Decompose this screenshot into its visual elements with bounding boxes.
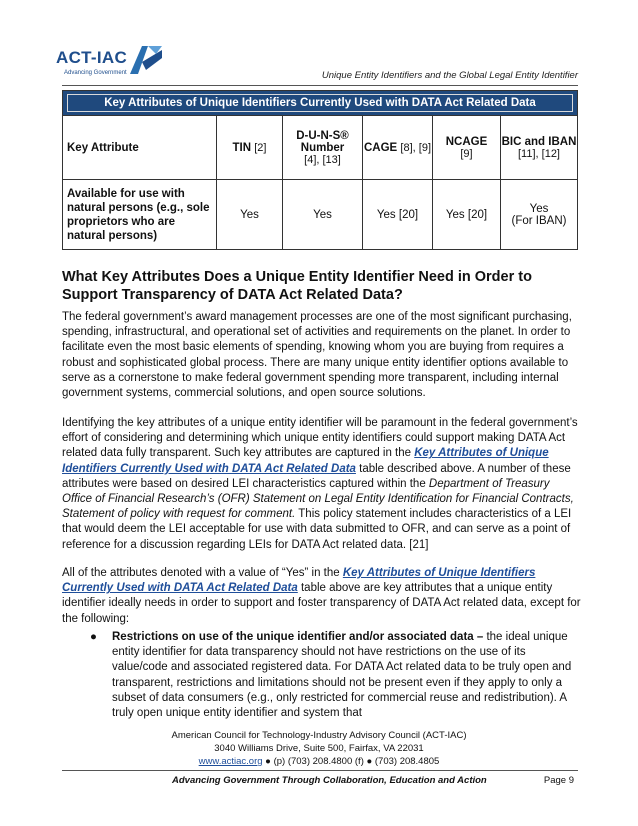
header-bic-iban: BIC and IBAN [11], [12]: [501, 116, 578, 180]
table-caption-cell: [63, 91, 578, 116]
section-heading: What Key Attributes Does a Unique Entity Identifier Need in Order to Support Transparency of DATA Act Related Data?: [62, 269, 532, 303]
header-cage: CAGE [8], [9]: [363, 116, 433, 180]
logo-mark-icon: [128, 42, 164, 76]
table-caption: Key Attributes of Unique Identifiers Currently Used with DATA Act Related Data: [67, 94, 573, 112]
bullet-heading: Restrictions on use of the unique identifier and/or associated data –: [112, 631, 484, 643]
header-key-attribute: Key Attribute: [63, 116, 217, 180]
footer-contact: www.actiac.org ● (p) (703) 208.4800 (f) ● (703) 208.4805: [198, 756, 440, 767]
cell-cage: Yes [20]: [363, 180, 433, 250]
header-ncage: NCAGE [9]: [433, 116, 501, 180]
table-row: [63, 180, 578, 250]
website-link[interactable]: www.actiac.org: [198, 756, 263, 767]
page-number: Page 9: [543, 775, 574, 786]
bullet-restrictions: ● Restrictions on use of the unique identifier and/or associated data – the ideal unique entity identifier for data transparency should not have restrictions on the use of its value/code and associated registered data. For DATA Act related data to be truly open and transparent, restrictions and limitations should not be present even if they apply to only a subset of data consumers (e.g., only restricted for commercial reuse and redistribution). A truly open unique entity identifier and system that: [90, 631, 572, 720]
header-rule: [62, 85, 578, 86]
key-attributes-table: [62, 90, 578, 250]
footer-org: American Council for Technology-Industry Advisory Council (ACT-IAC): [171, 730, 467, 741]
table-reference-link[interactable]: Key Attributes of Unique Identifiers Currently Used with DATA Act Related Data: [62, 447, 549, 475]
cell-tin: Yes: [217, 180, 283, 250]
paragraph-1: The federal government’s award management processes are one of the most significant purchasing, spending, infrastructural, and operational set of activities and requirements on the planet. In order to facilitate even the most basic elements of spending, knowing whom you are buying from requires a robust and sophisticated global process. There are many unique entity identifier options available to serve as a cornerstone to make federal government spending more transparent, including internal government systems, commercial solutions, and open source solutions.: [62, 311, 572, 400]
header-duns: D-U-N-S® Number [4], [13]: [283, 116, 363, 180]
table-header-row: [63, 116, 578, 180]
footer-address: 3040 Williams Drive, Suite 500, Fairfax, VA 22031: [214, 743, 424, 754]
bullet-icon: ●: [90, 631, 97, 643]
ofr-statement-title: Department of Treasury Office of Financial Research’s (OFR) Statement on Legal Entity Identification for Financial Contracts, Statement of policy with request for comment.: [62, 477, 574, 521]
cell-duns: Yes: [283, 180, 363, 250]
table-reference-link[interactable]: Key Attributes of Unique Identifiers Currently Used with DATA Act Related Data: [62, 567, 536, 595]
header-tin: TIN [2]: [217, 116, 283, 180]
cell-bic-iban: Yes (For IBAN): [501, 180, 578, 250]
footer-tagline: Advancing Government Through Collaboration, Education and Action: [172, 775, 487, 786]
paragraph-2: Identifying the key attributes of a unique entity identifier will be paramount in the federal government’s effort of considering and determining which unique entity identifiers could support making DATA Act related data fully transparent. Such key attributes are captured in the Key Attributes of Unique Identifiers Currently Used with DATA Act Related Data table described above. A number of these attributes were based on desired LEI characteristics captured within the Department of Treasury Office of Financial Research’s (OFR) Statement on Legal Entity Identification for Financial Contracts, Statement of policy with request for comment. This policy statement includes characteristics of a LEI that would deem the LEI acceptable for use with data submitted to OFR, and can serve as a point of reference for a discussion regarding LEIs for DATA Act related data. [21]: [62, 417, 578, 551]
running-header-title: Unique Entity Identifiers and the Global Legal Entity Identifier: [321, 70, 578, 81]
logo-text: ACT-IAC: [56, 48, 128, 67]
paragraph-3: All of the attributes denoted with a value of “Yes” in the Key Attributes of Unique Identifiers Currently Used with DATA Act Related Data table above are key attributes that a unique entity identifier ideally needs in order to support and foster transparency of DATA Act related data, except for the following:: [62, 567, 581, 625]
cell-attribute: Available for use with natural persons (e.g., sole proprietors who are natural persons): [63, 180, 217, 250]
footer-rule: [62, 770, 578, 771]
cell-ncage: Yes [20]: [433, 180, 501, 250]
logo-tagline: Advancing Government: [64, 70, 127, 76]
act-iac-logo: [56, 40, 166, 88]
